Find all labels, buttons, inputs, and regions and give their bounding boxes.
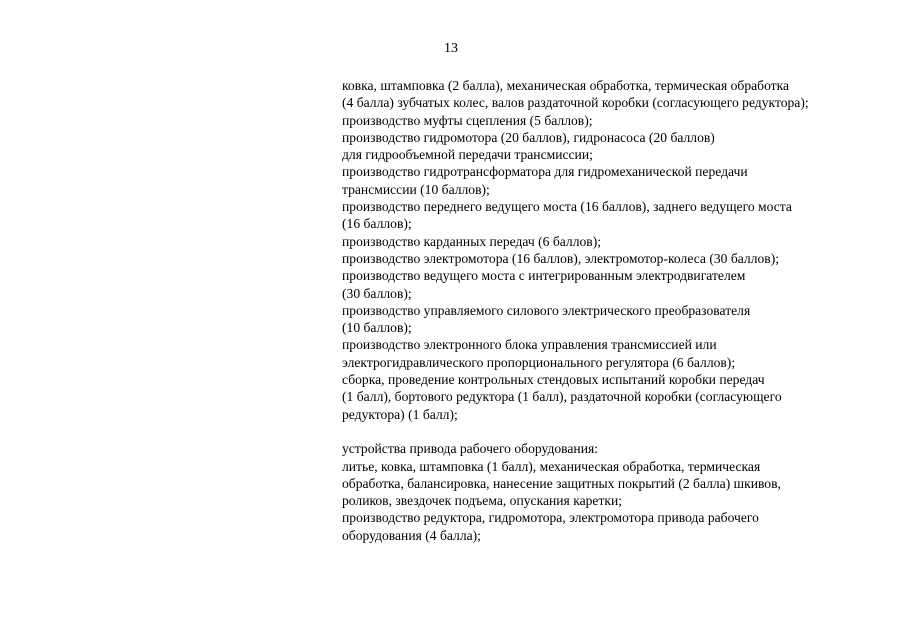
text-line: производство гидротрансформатора для гидромеханической передачи bbox=[342, 164, 748, 180]
page-number: 13 bbox=[444, 41, 458, 56]
text-line: редуктора) (1 балл); bbox=[342, 406, 458, 422]
text-line: производство переднего ведущего моста (16 баллов), заднего ведущего моста bbox=[342, 199, 792, 215]
text-line: литье, ковка, штамповка (1 балл), механическая обработка, термическая bbox=[342, 458, 761, 474]
text-line: ковка, штамповка (2 балла), механическая обработка, термическая обработка bbox=[342, 78, 790, 93]
text-line: производство муфты сцепления (5 баллов); bbox=[342, 112, 593, 128]
text-line: производство управляемого силового электрического преобразователя bbox=[342, 302, 751, 318]
text-line: (1 балл), бортового редуктора (1 балл), раздаточной коробки (согласующего bbox=[342, 389, 782, 405]
text-line: электрогидравлического пропорционального регулятора (6 баллов); bbox=[342, 354, 736, 370]
text-line: производство ведущего моста с интегрированным электродвигателем bbox=[342, 268, 746, 284]
text-line: (4 балла) зубчатых колес, валов раздаточной коробки (согласующего редуктора); bbox=[342, 95, 809, 111]
text-line: (10 баллов); bbox=[342, 320, 412, 336]
text-line: оборудования (4 балла); bbox=[342, 527, 481, 543]
section-heading: устройства привода рабочего оборудования: bbox=[342, 441, 599, 457]
text-line: производство электромотора (16 баллов), электромотор-колеса (30 баллов); bbox=[342, 250, 779, 266]
text-line: сборка, проведение контрольных стендовых испытаний коробки передач bbox=[342, 372, 765, 388]
text-line: производство гидромотора (20 баллов), гидронасоса (20 баллов) bbox=[342, 129, 715, 145]
text-line: (30 баллов); bbox=[342, 285, 412, 301]
text-line: для гидрообъемной передачи трансмиссии; bbox=[342, 147, 593, 163]
text-line: обработка, балансировка, нанесение защитных покрытий (2 балла) шкивов, bbox=[342, 475, 781, 491]
text-line: роликов, звездочек подъема, опускания каретки; bbox=[342, 493, 623, 509]
text-line: (16 баллов); bbox=[342, 216, 412, 232]
text-line: производство редуктора, гидромотора, электромотора привода рабочего bbox=[342, 510, 759, 526]
document-body bbox=[342, 77, 882, 544]
text-line: производство электронного блока управления трансмиссией или bbox=[342, 337, 717, 353]
text-line: трансмиссии (10 баллов); bbox=[342, 181, 490, 197]
text-line: производство карданных передач (6 баллов); bbox=[342, 233, 602, 249]
paragraph-gap bbox=[342, 423, 882, 440]
